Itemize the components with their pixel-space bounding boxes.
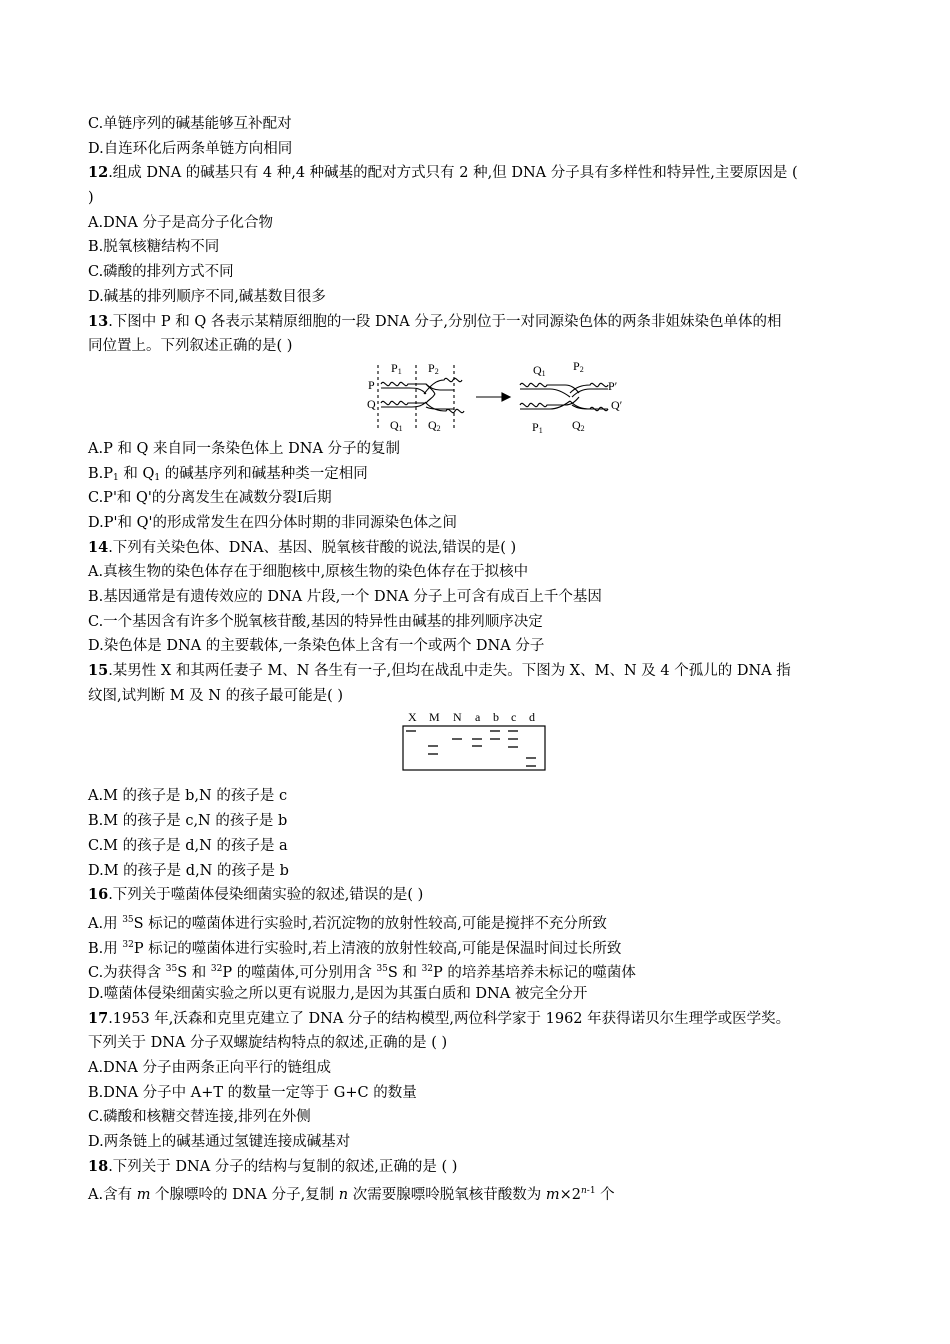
q16-c-post: P 的培养基培养未标记的噬菌体 [433, 965, 636, 982]
q12-stem-text: .组成 DNA 的碱基只有 4 种,4 种碱基的配对方式只有 2 种,但 DNA 分子具有多样性和特异性,主要原因是 ( [108, 165, 798, 182]
q16-c-mid2: P 的噬菌体,可分别用含 [222, 965, 377, 982]
q18-option-a [88, 1179, 868, 1204]
col-label-a: a [475, 710, 481, 725]
q16-option-b [88, 933, 868, 958]
q14-option-c: C.一个基因含有许多个脱氧核苷酸,基因的特异性由碱基的排列顺序决定 [88, 613, 543, 630]
q15-stem [88, 659, 868, 684]
q12-option-a: A.DNA 分子是高分子化合物 [88, 214, 273, 231]
q14-option-a: A.真核生物的染色体存在于细胞核中,原核生物的染色体存在于拟核中 [88, 564, 529, 581]
q16-a-sup: 35 [122, 914, 134, 925]
q12-stem [88, 161, 868, 186]
q18-a-exponent [581, 1186, 596, 1196]
q12-number: 12 [88, 164, 109, 182]
q17-number: 17 [88, 1009, 109, 1027]
label-q2-right: Q2 [572, 417, 585, 433]
q18-a-times-two: ×2 [559, 1187, 581, 1204]
q18-a-exp-rest: -1 [586, 1186, 596, 1197]
col-label-b: b [493, 710, 499, 725]
q16-a-pre: A.用 [88, 915, 123, 932]
q17-option-d: D.两条链上的碱基通过氢键连接成碱基对 [88, 1134, 351, 1151]
q16-stem [88, 883, 868, 908]
q16-option-a [88, 908, 868, 933]
label-p-prime: P′ [608, 378, 618, 393]
q13-b-sub1: 1 [113, 472, 119, 483]
q13-option-c: C.P'和 Q'的分离发生在减数分裂Ⅰ后期 [88, 490, 332, 507]
q16-number: 16 [88, 886, 109, 904]
dna-crossover-diagram [88, 359, 868, 437]
label-p2-right: P2 [573, 358, 584, 374]
q18-a-mid2: 次需要腺嘌呤脱氧核苷酸数为 [348, 1187, 546, 1204]
q17-option-b: B.DNA 分子中 A+T 的数量一定等于 G+C 的数量 [88, 1084, 417, 1101]
q15-option-d: D.M 的孩子是 d,N 的孩子是 b [88, 862, 289, 879]
q17-stem-line2: 下列关于 DNA 分子双螺旋结构特点的叙述,正确的是 ( ) [88, 1035, 448, 1052]
q16-b-pre: B.用 [88, 940, 123, 957]
q13-b-pre: B.P [88, 465, 114, 482]
label-q: Q [367, 396, 376, 411]
q12-stem-tail: ) [88, 190, 94, 207]
dna-fingerprint-gel [88, 708, 868, 784]
q16-c-sup3: 35 [376, 964, 388, 975]
q17-stem-text: .1953 年,沃森和克里克建立了 DNA 分子的结构模型,两位科学家于 1962 年获得诺贝尔生理学或医学奖。 [108, 1010, 791, 1027]
q15-option-a: A.M 的孩子是 b,N 的孩子是 c [88, 788, 288, 805]
q15-number: 15 [88, 662, 109, 680]
q15-stem-text: .某男性 X 和其两任妻子 M、N 各生有一子,但均在战乱中走失。下图为 X、M、N 及 4 个孤儿的 DNA 指 [108, 663, 791, 680]
q18-a-exp-n: n [580, 1186, 587, 1197]
col-label-m: M [429, 710, 440, 725]
col-label-n: N [453, 710, 462, 725]
q16-c-sup1: 35 [165, 964, 178, 975]
q16-option-d: D.噬菌体侵染细菌实验之所以更有说服力,是因为其蛋白质和 DNA 被完全分开 [88, 985, 588, 1002]
q18-number: 18 [88, 1157, 109, 1175]
q15-option-b: B.M 的孩子是 c,N 的孩子是 b [88, 813, 288, 830]
q17-option-c: C.磷酸和核糖交替连接,排列在外侧 [88, 1109, 311, 1126]
label-p1-right: P1 [532, 419, 543, 435]
q13-option-b [88, 462, 868, 487]
q13-b-sub2: 1 [154, 472, 161, 483]
q16-c-sup4: 32 [421, 964, 434, 975]
q12-option-c: C.磷酸的排列方式不同 [88, 264, 234, 281]
q18-a-post: 个 [595, 1187, 615, 1204]
q13-option-d: D.P'和 Q'的形成常发生在四分体时期的非同源染色体之间 [88, 514, 457, 531]
q13-b-mid: 和 Q [118, 465, 155, 482]
q16-b-post: P 标记的噬菌体进行实验时,若上清液的放射性较高,可能是保温时间过长所致 [133, 940, 622, 957]
q18-a-m: m [136, 1187, 151, 1204]
q17-stem [88, 1007, 868, 1032]
gel-frame [403, 726, 545, 770]
q16-b-sup: 32 [122, 939, 134, 950]
q14-option-d: D.染色体是 DNA 的主要载体,一条染色体上含有一个或两个 DNA 分子 [88, 638, 545, 655]
q16-c-mid1: S 和 [177, 965, 211, 982]
q14-stem-text: .下列有关染色体、DNA、基因、脱氧核苷酸的说法,错误的是( ) [108, 539, 517, 556]
label-p1: P1 [391, 360, 402, 376]
label-p2: P2 [428, 360, 439, 376]
q15-stem-line2: 纹图,试判断 M 及 N 的孩子最可能是( ) [88, 687, 344, 704]
q16-a-post: S 标记的噬菌体进行实验时,若沉淀物的放射性较高,可能是搅拌不充分所致 [133, 915, 607, 932]
q13-stem-line2: 同位置上。下列叙述正确的是( ) [88, 338, 293, 355]
col-label-x: X [408, 710, 417, 725]
label-q-prime: Q′ [611, 397, 623, 412]
q13-stem [88, 310, 868, 335]
q13-stem-text: .下图中 P 和 Q 各表示某精原细胞的一段 DNA 分子,分别位于一对同源染色体的两条非姐妹染色单体的相 [108, 313, 782, 330]
q12-option-b: B.脱氧核糖结构不同 [88, 239, 220, 256]
q11-option-c: C.单链序列的碱基能够互补配对 [88, 116, 292, 132]
q11-option-d: D.自连环化后两条单链方向相同 [88, 140, 293, 157]
q14-stem [88, 536, 868, 561]
q14-number: 14 [88, 538, 109, 556]
q18-a-n: n [338, 1187, 349, 1204]
col-label-c: c [511, 710, 517, 725]
q16-c-pre: C.为获得含 [88, 965, 166, 982]
q16-option-c [88, 957, 868, 982]
q18-a-m2: m [545, 1187, 560, 1204]
q13-b-post: 的碱基序列和碱基种类一定相同 [160, 465, 368, 482]
q13-number: 13 [88, 312, 109, 330]
q18-a-mid: 个腺嘌呤的 DNA 分子,复制 [150, 1187, 339, 1204]
label-p: P [368, 377, 375, 392]
q15-option-c: C.M 的孩子是 d,N 的孩子是 a [88, 837, 288, 854]
q13-option-a: A.P 和 Q 来自同一条染色体上 DNA 分子的复制 [88, 440, 401, 457]
q15-dna-fingerprint-figure [88, 708, 868, 784]
label-q1: Q1 [390, 417, 403, 433]
exam-page [88, 112, 868, 1204]
q12-option-d: D.碱基的排列顺序不同,碱基数目很多 [88, 288, 326, 305]
q18-a-pre: A.含有 [88, 1187, 137, 1204]
q18-stem-text: .下列关于 DNA 分子的结构与复制的叙述,正确的是 ( ) [108, 1158, 458, 1175]
q17-option-a: A.DNA 分子由两条正向平行的链组成 [88, 1060, 331, 1076]
label-q1-right: Q1 [533, 362, 546, 378]
gel-column-labels [408, 710, 535, 724]
q18-stem [88, 1155, 868, 1180]
q14-option-b: B.基因通常是有遗传效应的 DNA 片段,一个 DNA 分子上可含有成百上千个基因 [88, 589, 602, 605]
gel-bands [406, 731, 536, 766]
q16-stem-text: .下列关于噬菌体侵染细菌实验的叙述,错误的是( ) [108, 887, 424, 904]
label-q2: Q2 [428, 417, 441, 433]
q16-c-sup2: 32 [210, 964, 223, 975]
q16-c-mid3: S 和 [387, 965, 422, 982]
q13-crossover-figure [88, 359, 868, 437]
col-label-d: d [529, 710, 535, 725]
